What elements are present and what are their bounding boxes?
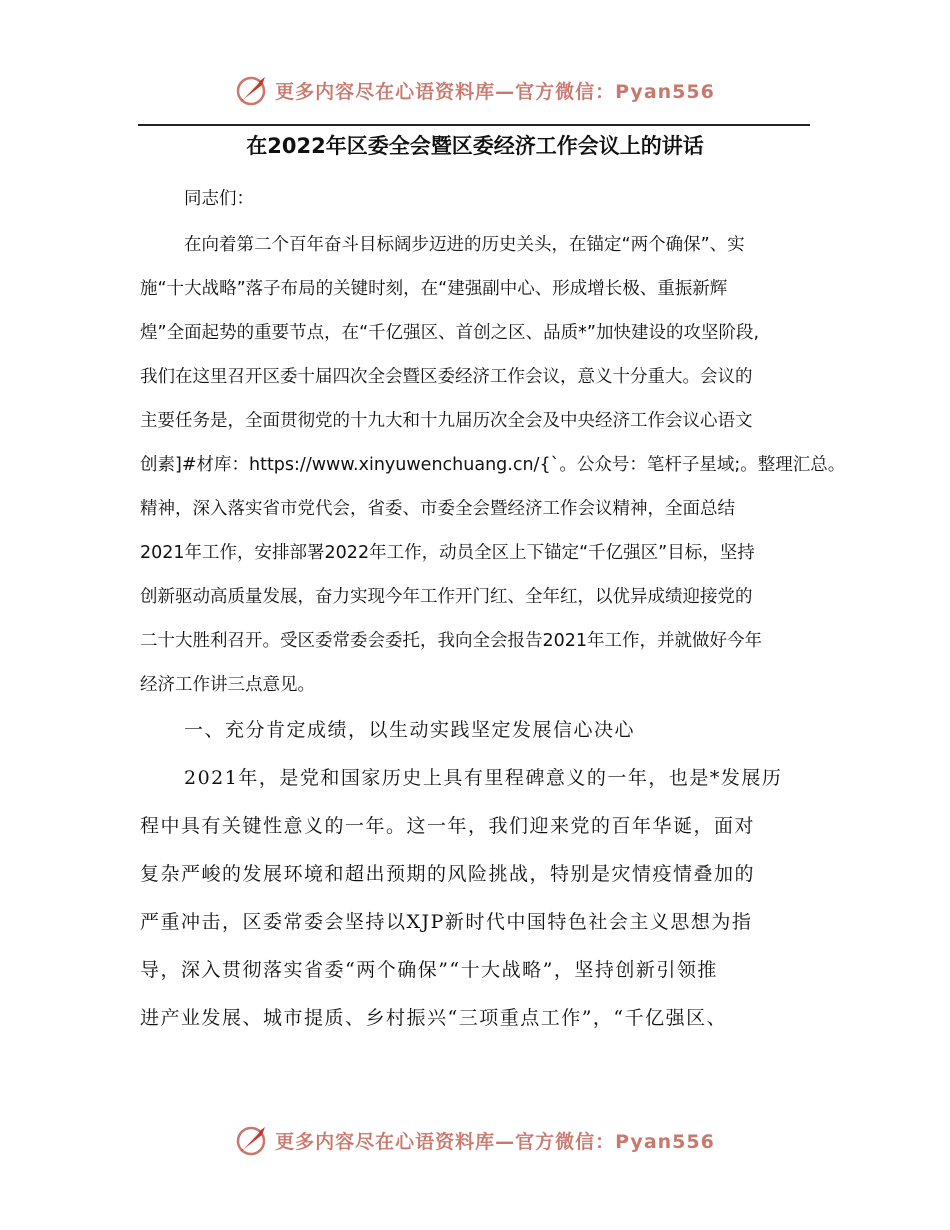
paragraph-line: 经济工作讲三点意见。 bbox=[140, 675, 315, 695]
salutation: 同志们： bbox=[184, 189, 254, 209]
paragraph-line: 主要任务是，全面贯彻党的十九大和十九届历次全会及中央经济工作会议心语文 bbox=[140, 411, 753, 431]
paragraph-line: 煌”全面起势的重要节点，在“千亿强区、首创之区、品质*”加快建设的攻坚阶段, bbox=[140, 323, 760, 343]
section-line: 复杂严峻的发展环境和超出预期的风险挑战，特别是灾情疫情叠加的 bbox=[140, 863, 756, 885]
paragraph-line: 我们在这里召开区委十届四次全会暨区委经济工作会议，意义十分重大。会议的 bbox=[140, 367, 753, 387]
header-watermark bbox=[0, 70, 950, 110]
paragraph-line: 精神，深入落实省市党代会，省委、市委全会暨经济工作会议精神，全面总结 bbox=[140, 499, 735, 519]
section-line: 2021年，是党和国家历史上具有里程碑意义的一年，也是*发展历 bbox=[184, 767, 783, 789]
paragraph-line: 施“十大战略”落子布局的关键时刻，在“建强副中心、形成增长极、重振新辉 bbox=[140, 279, 728, 299]
paragraph-line: 创新驱动高质量发展，奋力实现今年工作开门红、全年红，以优异成绩迎接党的 bbox=[140, 587, 753, 607]
paragraph-line: 在向着第二个百年奋斗目标阔步迈进的历史关头，在锚定“两个确保”、实 bbox=[184, 235, 745, 255]
watermark-text: 更多内容尽在心语资料库—官方微信：Pyan556 bbox=[275, 80, 715, 103]
document-title: 在2022年区委全会暨区委经济工作会议上的讲话 bbox=[246, 134, 704, 158]
section-line: 导，深入贯彻落实省委“两个确保”“十大战略”，坚持创新引领推 bbox=[140, 959, 718, 981]
paragraph-line: 2021年工作，安排部署2022年工作，动员全区上下锚定“千亿强区”目标，坚持 bbox=[140, 543, 755, 563]
header-rule bbox=[138, 124, 810, 126]
section-heading: 一、充分肯定成绩，以生动实践坚定发展信心决心 bbox=[184, 719, 636, 741]
quill-logo-icon bbox=[235, 1123, 269, 1157]
paragraph-line: 创素]#材库：https://www.xinyuwenchuang.cn/{`。公众号：笔杆子星域;。整理汇总。 bbox=[140, 455, 846, 475]
section-line: 严重冲击，区委常委会坚持以XJP新时代中国特色社会主义思想为指 bbox=[140, 911, 753, 933]
section-line: 进产业发展、城市提质、乡村振兴“三项重点工作”，“千亿强区、 bbox=[140, 1007, 728, 1029]
section-line: 程中具有关键性意义的一年。这一年，我们迎来党的百年华诞，面对 bbox=[140, 815, 756, 837]
footer-watermark bbox=[0, 1120, 950, 1160]
watermark-text: 更多内容尽在心语资料库—官方微信：Pyan556 bbox=[275, 1130, 715, 1153]
quill-logo-icon bbox=[235, 73, 269, 107]
paragraph-line: 二十大胜利召开。受区委常委会委托，我向全会报告2021年工作，并就做好今年 bbox=[140, 631, 763, 651]
